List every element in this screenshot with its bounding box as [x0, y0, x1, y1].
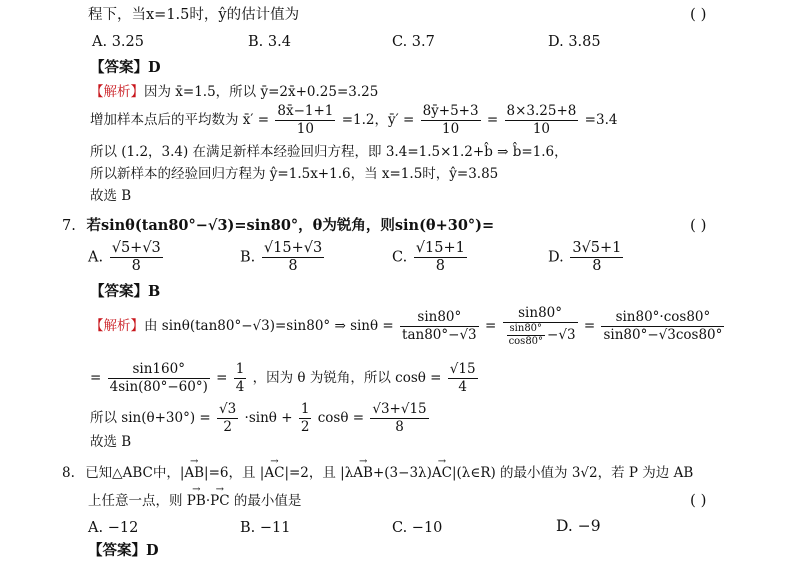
q7-fraction-2-den: [503, 323, 578, 348]
q7-fraction-5-den: 4: [235, 379, 245, 395]
q8-answer-line: [88, 541, 159, 561]
q6-analysis-5: 故选 B: [90, 188, 132, 204]
q8-stem-1b: |=6，且 |: [204, 465, 265, 481]
q6-answer-line: [90, 58, 161, 78]
q6-answer-tag: 【答案】: [90, 59, 148, 76]
q8-stem-1a: 已知△ABC中，|: [85, 465, 185, 481]
q7-analysis-line-1: [90, 304, 726, 348]
q8-answer-tag: 【答案】: [88, 542, 146, 559]
q7-option-c-den: 8: [435, 258, 445, 274]
q6-fraction-xbar: [275, 103, 335, 138]
q6-analysis-tag: 【解析】: [90, 84, 144, 100]
q7-option-c-fraction: [414, 240, 467, 275]
q7-analysis-line-3: [90, 398, 431, 438]
q7-fraction-7: [217, 401, 238, 436]
q7-option-d-den: 8: [592, 258, 602, 274]
q7-fraction-6: [448, 361, 478, 396]
q8-vector-ab-2: → AB: [353, 463, 373, 483]
q7-fraction-2-num: sin80°: [503, 305, 578, 323]
q8-number: 8.: [62, 465, 75, 481]
q7-answer-paren: ( ): [690, 216, 707, 234]
q7-fraction-8: [299, 401, 312, 436]
q7-fraction-6-num: √15: [449, 361, 476, 377]
q7-fraction-4-den: 4sin(80°−60°): [109, 379, 208, 395]
q8-option-a: A. −12: [88, 520, 139, 536]
q6-analysis-4: 所以新样本的经验回归方程为 ŷ=1.5x+1.6，当 x=1.5时，ŷ=3.85: [90, 166, 499, 182]
q7-analysis-tag: 【解析】: [90, 318, 144, 334]
q7-answer-value: B: [148, 283, 161, 300]
q7-fraction-9-den: 8: [395, 419, 404, 435]
q8-vector-pb: → PB: [187, 491, 206, 511]
q7-fraction-5: [234, 361, 247, 396]
q8-vector-ac-2: → AC: [432, 463, 452, 483]
q7-fraction-7-num: √3: [219, 401, 237, 417]
q6-option-c: C. 3.7: [392, 34, 435, 50]
q7-fraction-3-num: sin80°·cos80°: [601, 309, 724, 327]
q6-analysis-2b: =1.2，ȳ′ =: [341, 112, 415, 128]
q6-fraction-ybar: [421, 103, 481, 138]
q7-fraction-2-inner-den: cos80°: [508, 336, 544, 347]
q8-option-b: B. −11: [240, 520, 291, 536]
q8-stem-1c: |=2，且 |λ: [284, 465, 354, 481]
q7-option-b-den: 8: [288, 258, 298, 274]
q6-option-d: D. 3.85: [548, 34, 601, 50]
q7-option-d: [548, 240, 625, 275]
q8-stem-1d: +(3−3λ): [372, 465, 432, 481]
q6-fraction-xbar-num: 8x̄−1+1: [277, 103, 334, 119]
q6-fraction-value: [505, 103, 579, 138]
q7-fraction-5-num: 1: [235, 361, 245, 377]
q7-option-d-fraction: [570, 240, 623, 275]
q6-option-a: A. 3.25: [92, 34, 144, 50]
q6-fraction-value-num: 8×3.25+8: [506, 103, 577, 119]
q6-analysis-line-1: [90, 82, 378, 102]
q6-fraction-ybar-den: 10: [441, 121, 460, 137]
q6-analysis-line-2: [90, 102, 617, 138]
q6-fraction-ybar-num: 8ȳ+5+3: [422, 103, 479, 119]
q7-option-a-letter: A.: [88, 249, 104, 266]
q6-fraction-xbar-den: 10: [296, 121, 314, 137]
q8-answer-value: D: [146, 542, 159, 559]
q8-stem-line-1: [62, 463, 693, 483]
q7-fraction-6-den: 4: [458, 379, 467, 395]
q7-option-a-fraction: [110, 240, 163, 275]
q6-fraction-value-den: 10: [532, 121, 551, 137]
q7-fraction-2-inner: [507, 323, 545, 348]
q7-fraction-3: [601, 309, 724, 344]
q7-fraction-1-den: tan80°−√3: [402, 327, 477, 343]
q7-fraction-1: [400, 309, 479, 344]
q6-option-b: B. 3.4: [248, 34, 291, 50]
q7-option-c: [392, 240, 469, 275]
q7-option-b: [240, 240, 326, 275]
q6-analysis-2a: 增加样本点后的平均数为 x̄′ =: [90, 112, 270, 128]
q7-eq-2: =: [583, 318, 596, 334]
q8-option-d: D. −9: [556, 517, 601, 535]
q8-stem-2b: 的最小值是: [233, 493, 302, 509]
q7-fraction-4-num: sin160°: [108, 361, 210, 379]
q7-option-a-num: √5+√3: [111, 240, 161, 256]
q7-fraction-2-inner-num: sin80°: [507, 323, 545, 336]
q7-analysis-3-mid: ·sinθ +: [244, 410, 293, 426]
q7-number: 7.: [62, 218, 76, 234]
q7-eq-4: =: [216, 370, 228, 386]
q7-option-b-fraction: [262, 240, 324, 275]
q7-analysis-3-mid2: cosθ =: [317, 410, 365, 426]
q7-option-b-num: √15+√3: [263, 240, 323, 256]
q6-answer-paren: ( ): [690, 5, 707, 23]
q7-option-d-num: 3√5+1: [572, 240, 622, 256]
q6-analysis-1: 因为 x̄=1.5，所以 ȳ=2x̄+0.25=3.25: [144, 84, 379, 100]
q6-analysis-3: 所以 (1.2，3.4) 在满足新样本经验回归方程，即 3.4=1.5×1.2+b̂ ⇒ b̂=1.6，: [90, 144, 568, 160]
q7-fraction-7-den: 2: [223, 419, 232, 435]
q7-option-a-den: 8: [131, 258, 141, 274]
q8-dot: ·: [205, 493, 211, 509]
q8-vector-ab: → AB: [184, 463, 204, 483]
q6-analysis-2c: =: [486, 112, 499, 128]
q8-option-c: C. −10: [392, 520, 443, 536]
q7-answer-tag: 【答案】: [90, 283, 148, 300]
q7-fraction-2-tail: −√3: [547, 327, 576, 343]
q7-eq-3: =: [90, 370, 102, 386]
q7-option-c-letter: C.: [392, 249, 408, 266]
q7-option-c-num: √15+1: [415, 240, 465, 256]
q7-answer-line: [90, 282, 160, 302]
q7-fraction-2: [503, 305, 578, 348]
q7-analysis-line-2: [90, 358, 480, 398]
q7-fraction-8-num: 1: [300, 401, 310, 417]
q6-answer-value: D: [148, 59, 161, 76]
q8-stem-2a: 上任意一点，则: [88, 493, 183, 509]
q7-fraction-4: [108, 361, 210, 396]
q7-fraction-3-den: sin80°−√3cos80°: [603, 327, 723, 343]
q6-analysis-2d: =3.4: [584, 112, 618, 128]
q7-fraction-9-num: √3+√15: [372, 401, 427, 417]
q8-answer-paren: ( ): [690, 491, 707, 509]
q6-stem-tail: 程下，当x=1.5时，ŷ的估计值为: [88, 7, 300, 23]
q7-fraction-8-den: 2: [300, 419, 310, 435]
q8-vector-pc: → PC: [210, 491, 229, 511]
q7-analysis-4: 故选 B: [90, 434, 132, 450]
q7-analysis-2-text: ，因为 θ 为锐角，所以 cosθ =: [252, 370, 442, 386]
q7-fraction-9: [370, 401, 428, 436]
q7-option-b-letter: B.: [240, 249, 256, 266]
q7-option-a: [88, 240, 165, 275]
q7-option-d-letter: D.: [548, 249, 564, 266]
q7-analysis-1-text: 由 sinθ(tan80°−√3)=sin80° ⇒ sinθ =: [144, 318, 394, 334]
q7-analysis-3-text: 所以 sin(θ+30°) =: [90, 410, 211, 426]
q7-fraction-1-num: sin80°: [400, 309, 479, 327]
q7-stem: 若sinθ(tan80°−√3)=sin80°，θ为锐角，则sin(θ+30°)=: [86, 217, 495, 234]
q7-eq-1: =: [484, 318, 497, 334]
q8-stem-1e: |(λ∈R) 的最小值为 3√2，若 P 为边 AB: [451, 465, 694, 481]
q8-stem-line-2: [88, 491, 301, 511]
q7-stem-line: [62, 216, 494, 236]
q8-vector-ac: → AC: [264, 463, 284, 483]
